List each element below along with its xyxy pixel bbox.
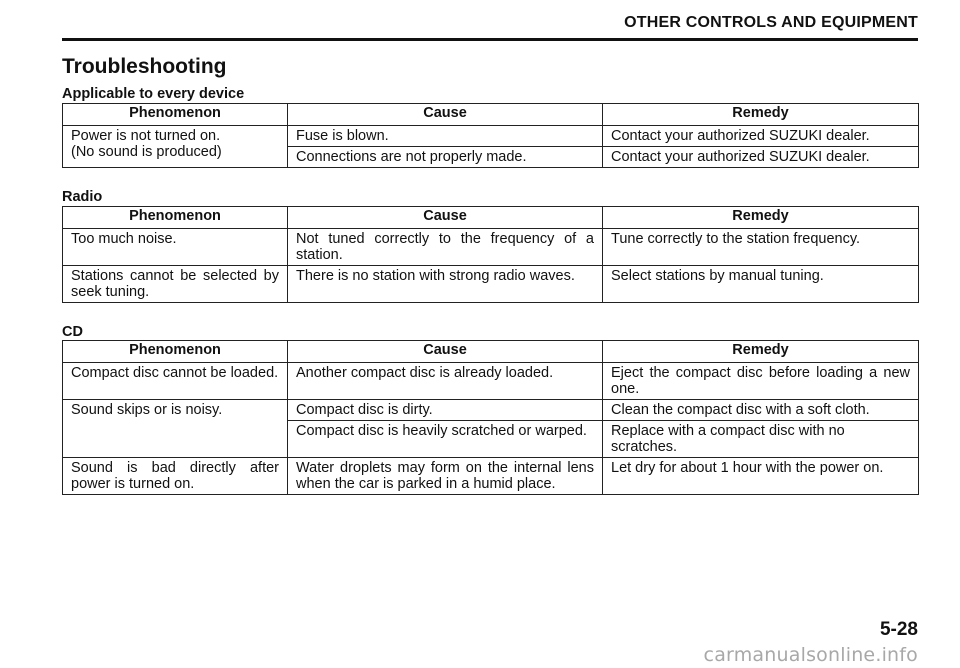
table-row <box>63 266 919 303</box>
cause-cell: Water droplets may form on the internal lens when the car is parked in a humid place. <box>288 458 603 495</box>
column-header-remedy: Remedy <box>603 104 919 126</box>
column-header-phenomenon: Phenomenon <box>63 341 288 363</box>
remedy-cell: Replace with a compact disc with no scratches. <box>603 421 919 458</box>
table-row <box>63 363 919 400</box>
phenomenon-cell: Too much noise. <box>63 229 288 266</box>
phenomenon-cell: Sound skips or is noisy. <box>63 400 288 458</box>
troubleshooting-table-cd <box>62 340 919 495</box>
table-row <box>63 126 919 147</box>
section-title-general: Applicable to every device <box>62 86 245 102</box>
remedy-cell: Clean the compact disc with a soft cloth. <box>603 400 919 421</box>
section-title-radio: Radio <box>62 189 103 205</box>
remedy-cell: Let dry for about 1 hour with the power on. <box>603 458 919 495</box>
page-number: 5-28 <box>879 619 918 640</box>
watermark: carmanualsonline.info <box>703 644 918 666</box>
remedy-cell: Eject the compact disc before loading a new one. <box>603 363 919 400</box>
cause-cell: Compact disc is heavily scratched or warped. <box>288 421 603 458</box>
cause-cell: Another compact disc is already loaded. <box>288 363 603 400</box>
cause-cell: Connections are not properly made. <box>288 147 603 168</box>
remedy-cell: Contact your authorized SUZUKI dealer. <box>603 126 919 147</box>
cause-cell: Fuse is blown. <box>288 126 603 147</box>
column-header-phenomenon: Phenomenon <box>63 207 288 229</box>
table-row <box>63 400 919 421</box>
column-header-phenomenon: Phenomenon <box>63 104 288 126</box>
phenomenon-cell: Stations cannot be selected by seek tuning. <box>63 266 288 303</box>
phenomenon-cell: Sound is bad directly after power is turned on. <box>63 458 288 495</box>
column-header-cause: Cause <box>288 104 603 126</box>
phenomenon-cell: Compact disc cannot be loaded. <box>63 363 288 400</box>
column-header-cause: Cause <box>288 207 603 229</box>
table-row <box>63 229 919 266</box>
header-rule <box>62 38 918 41</box>
table-header-row <box>63 104 919 126</box>
running-header: OTHER CONTROLS AND EQUIPMENT <box>624 14 918 31</box>
table-row <box>63 458 919 495</box>
cause-cell: There is no station with strong radio waves. <box>288 266 603 303</box>
troubleshooting-table-general <box>62 103 919 168</box>
table-header-row <box>63 207 919 229</box>
section-title-cd: CD <box>62 324 83 340</box>
column-header-remedy: Remedy <box>603 341 919 363</box>
remedy-cell: Tune correctly to the station frequency. <box>603 229 919 266</box>
table-header-row <box>63 341 919 363</box>
phenomenon-cell: Power is not turned on. (No sound is produced) <box>63 126 288 168</box>
remedy-cell: Contact your authorized SUZUKI dealer. <box>603 147 919 168</box>
column-header-remedy: Remedy <box>603 207 919 229</box>
remedy-cell: Select stations by manual tuning. <box>603 266 919 303</box>
troubleshooting-table-radio <box>62 206 919 303</box>
cause-cell: Not tuned correctly to the frequency of a station. <box>288 229 603 266</box>
column-header-cause: Cause <box>288 341 603 363</box>
page-title: Troubleshooting <box>62 55 227 78</box>
cause-cell: Compact disc is dirty. <box>288 400 603 421</box>
